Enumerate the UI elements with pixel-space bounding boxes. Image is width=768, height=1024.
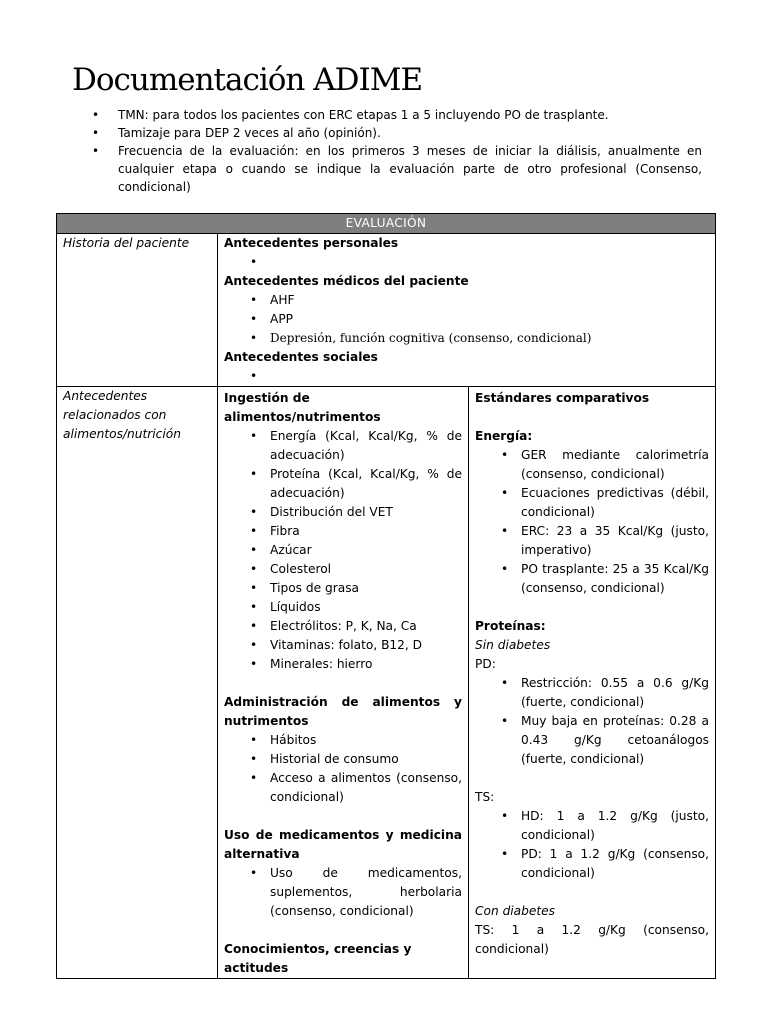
list-item: • Azúcar	[224, 541, 462, 560]
list-item: • Hábitos	[224, 731, 462, 750]
empty-bullet	[224, 367, 709, 386]
page-title: Documentación ADIME	[72, 62, 423, 98]
list-item: • PD: 1 a 1.2 g/Kg (consenso, condicional)	[475, 845, 709, 883]
intake-list	[224, 427, 462, 674]
social-history-heading: Antecedentes sociales	[224, 350, 378, 364]
list-item: • Depresión, función cognitiva (consenso, condicional)	[224, 329, 709, 348]
personal-history-heading: Antecedentes personales	[224, 236, 399, 250]
list-item: • Uso de medicamentos, suplementos, herbolaria (consenso, condicional)	[224, 864, 462, 921]
history-cell	[218, 234, 716, 387]
list-item: • Historial de consumo	[224, 750, 462, 769]
pd-list	[475, 674, 709, 769]
social-history-list	[224, 367, 709, 386]
list-item: • Fibra	[224, 522, 462, 541]
administration-list	[224, 731, 462, 807]
intro-item: • Tamizaje para DEP 2 veces al año (opinión).	[92, 124, 702, 142]
intro-list	[92, 106, 702, 196]
food-history-cell	[218, 387, 469, 979]
table-row-history	[57, 234, 716, 387]
with-diabetes-label: Con diabetes	[475, 904, 556, 918]
list-item: • Electrólitos: P, K, Na, Ca	[224, 617, 462, 636]
knowledge-heading: Conocimientos, creencias y actitudes	[224, 942, 412, 975]
no-diabetes-label: Sin diabetes	[475, 638, 551, 652]
administration-heading: Administración de alimentos y nutrimentos	[224, 695, 462, 728]
list-item: • Ecuaciones predictivas (débil, condicional)	[475, 484, 709, 522]
spacer	[475, 598, 709, 617]
list-item: • APP	[224, 310, 709, 329]
table-row-food-history	[57, 387, 716, 979]
empty-bullet	[224, 253, 709, 272]
standards-cell	[469, 387, 716, 979]
list-item: • Tipos de grasa	[224, 579, 462, 598]
ts-list	[475, 807, 709, 883]
list-item: • AHF	[224, 291, 709, 310]
row-label-history: Historia del paciente	[57, 234, 218, 387]
spacer	[224, 807, 462, 826]
intro-item: • TMN: para todos los pacientes con ERC etapas 1 a 5 incluyendo PO de trasplante.	[92, 106, 702, 124]
list-item: • Colesterol	[224, 560, 462, 579]
list-item: • HD: 1 a 1.2 g/Kg (justo, condicional)	[475, 807, 709, 845]
energy-heading: Energía:	[475, 429, 533, 443]
list-item: • Muy baja en proteínas: 0.28 a 0.43 g/Kg cetoanálogos (fuerte, condicional)	[475, 712, 709, 769]
energy-list	[475, 446, 709, 598]
intake-heading: Ingestión de alimentos/nutrimentos	[224, 391, 381, 424]
list-item: • Minerales: hierro	[224, 655, 462, 674]
list-item: • PO trasplante: 25 a 35 Kcal/Kg (consenso, condicional)	[475, 560, 709, 598]
list-item: • Energía (Kcal, Kcal/Kg, % de adecuación)	[224, 427, 462, 465]
with-diabetes-text: TS: 1 a 1.2 g/Kg (consenso, condicional)	[475, 923, 709, 956]
spacer	[224, 674, 462, 693]
row-label-food: Antecedentes relacionados con alimentos/nutrición	[57, 387, 218, 979]
table-header: EVALUACIÓN	[57, 214, 716, 234]
list-item: • Acceso a alimentos (consenso, condicional)	[224, 769, 462, 807]
spacer	[224, 921, 462, 940]
list-item: • GER mediante calorimetría (consenso, condicional)	[475, 446, 709, 484]
evaluation-table	[56, 213, 716, 979]
personal-history-list	[224, 253, 709, 272]
list-item: • ERC: 23 a 35 Kcal/Kg (justo, imperativo)	[475, 522, 709, 560]
protein-heading: Proteínas:	[475, 619, 546, 633]
medical-history-list	[224, 291, 709, 348]
medication-list	[224, 864, 462, 921]
list-item: • Restricción: 0.55 a 0.6 g/Kg (fuerte, condicional)	[475, 674, 709, 712]
standards-heading: Estándares comparativos	[475, 391, 650, 405]
spacer	[475, 408, 709, 427]
spacer	[475, 883, 709, 902]
intro-item: • Frecuencia de la evaluación: en los primeros 3 meses de iniciar la diálisis, anualmente en cualquier etapa o cuando se indique la evaluación parte de otro profesional (Consenso, condicional)	[92, 142, 702, 196]
pd-label: PD:	[475, 657, 496, 671]
ts-label: TS:	[475, 790, 495, 804]
list-item: • Líquidos	[224, 598, 462, 617]
list-item: • Proteína (Kcal, Kcal/Kg, % de adecuación)	[224, 465, 462, 503]
medical-history-heading: Antecedentes médicos del paciente	[224, 274, 469, 288]
list-item: • Vitaminas: folato, B12, D	[224, 636, 462, 655]
list-item: • Distribución del VET	[224, 503, 462, 522]
medication-heading: Uso de medicamentos y medicina alternativa	[224, 828, 462, 861]
spacer	[475, 769, 709, 788]
